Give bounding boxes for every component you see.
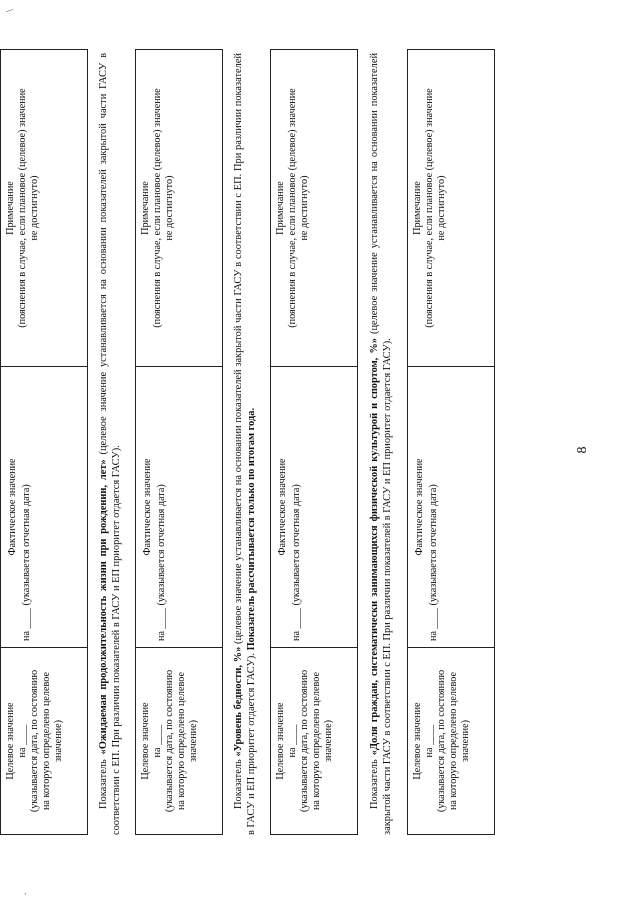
indicator-lead: Показатель — [369, 755, 380, 809]
header-line: на ____ — [287, 724, 298, 758]
indicator-description: (целевое значение устанавливается на основании показателей закрытой части ГАСУ в соответствии с ЕП. При различии показателей в ГАСУ и ЕП приоритет отдается ГАСУ). — [369, 52, 393, 835]
header-line: Целевое значение — [140, 702, 151, 780]
target-value-cell — [136, 648, 223, 835]
header-line: на ____ — [152, 724, 163, 758]
header-line: Фактическое значение — [142, 458, 153, 556]
note-cell — [408, 50, 495, 367]
header-line: на ____ (указывается отчетная дата) — [156, 484, 167, 641]
margin-mark: . — [18, 892, 29, 895]
header-line: не достигнуто) — [436, 175, 447, 241]
header-line: на которую определено целевое — [311, 671, 322, 811]
header-line: (указывается дата, по состоянию — [164, 669, 175, 813]
header-line: Примечание — [140, 181, 151, 235]
header-line: на которую определено целевое — [448, 671, 459, 811]
table-3 — [270, 49, 358, 835]
header-line: (пояснения в случае, если плановое (целевое) значение — [152, 88, 163, 328]
header-line: значение) — [323, 719, 334, 763]
table-4 — [407, 49, 495, 835]
margin-mark: \ — [5, 9, 16, 12]
indicator-paragraph-2 — [232, 53, 258, 835]
page-number: 8 — [575, 446, 590, 454]
indicator-lead: Показатель — [98, 754, 109, 809]
actual-value-cell — [271, 367, 358, 648]
target-value-cell — [271, 648, 358, 835]
table-1 — [0, 49, 88, 835]
table-row — [271, 50, 358, 835]
note-cell — [271, 50, 358, 367]
indicator-description: (целевое значение устанавливается на основании показателей закрытой части ГАСУ в соответствии с ЕП. При различии показателей в ГАСУ и ЕП приоритет отдается ГАСУ). — [98, 53, 122, 835]
indicator-name: «Уровень бедности, %» — [233, 646, 244, 757]
table-row — [1, 50, 88, 835]
indicator-paragraph-1 — [97, 53, 123, 835]
header-line: Фактическое значение — [277, 458, 288, 556]
header-line: на ____ — [17, 724, 28, 758]
target-value-cell — [1, 648, 88, 835]
actual-value-cell — [1, 367, 88, 648]
header-line: не достигнуто) — [164, 175, 175, 241]
header-line: (пояснения в случае, если плановое (целевое) значение — [287, 88, 298, 328]
indicator-note: Показатель рассчитывается только по итогам года. — [246, 407, 257, 651]
indicator-name: «Ожидаемая продолжительность жизни при рождении, лет» — [98, 459, 109, 755]
header-line: Примечание — [412, 181, 423, 235]
note-cell — [136, 50, 223, 367]
actual-value-cell — [408, 367, 495, 648]
header-line: Фактическое значение — [414, 458, 425, 556]
header-line: Целевое значение — [275, 702, 286, 780]
table-row — [136, 50, 223, 835]
header-line: (указывается дата, по состоянию — [29, 669, 40, 813]
header-line: на ____ (указывается отчетная дата) — [428, 484, 439, 641]
table-2 — [135, 49, 223, 835]
target-value-cell — [408, 648, 495, 835]
header-line: Примечание — [5, 181, 16, 235]
header-line: (пояснения в случае, если плановое (целевое) значение — [424, 88, 435, 328]
header-line: (указывается дата, по состоянию — [436, 669, 447, 813]
header-line: (пояснения в случае, если плановое (целевое) значение — [17, 88, 28, 328]
indicator-description: (целевое значение устанавливается на основании показателей закрытой части ГАСУ в соответствии с ЕП. При различии показателей в ГАСУ и ЕП приоритет отдается ГАСУ). — [233, 53, 257, 835]
header-line: не достигнуто) — [299, 175, 310, 241]
indicator-name: «Доля граждан, систематически занимающихся физической культурой и спортом, %» — [369, 338, 380, 756]
header-line: на которую определено целевое — [176, 671, 187, 811]
header-line: Целевое значение — [5, 702, 16, 780]
header-line: Целевое значение — [412, 702, 423, 780]
header-line: не достигнуто) — [29, 175, 40, 241]
actual-value-cell — [136, 367, 223, 648]
header-line: на которую определено целевое — [41, 671, 52, 811]
header-line: на ____ — [424, 724, 435, 758]
header-line: (указывается дата, по состоянию — [299, 669, 310, 813]
indicator-lead: Показатель — [233, 756, 244, 809]
header-line: значение) — [188, 719, 199, 763]
header-line: значение) — [53, 719, 64, 763]
header-line: Примечание — [275, 181, 286, 235]
header-line: Фактическое значение — [7, 458, 18, 556]
table-row — [408, 50, 495, 835]
header-line: на ____ (указывается отчетная дата) — [291, 484, 302, 641]
indicator-paragraph-3 — [368, 53, 394, 835]
header-line: значение) — [460, 719, 471, 763]
note-cell — [1, 50, 88, 367]
header-line: на ____ (указывается отчетная дата) — [21, 484, 32, 641]
